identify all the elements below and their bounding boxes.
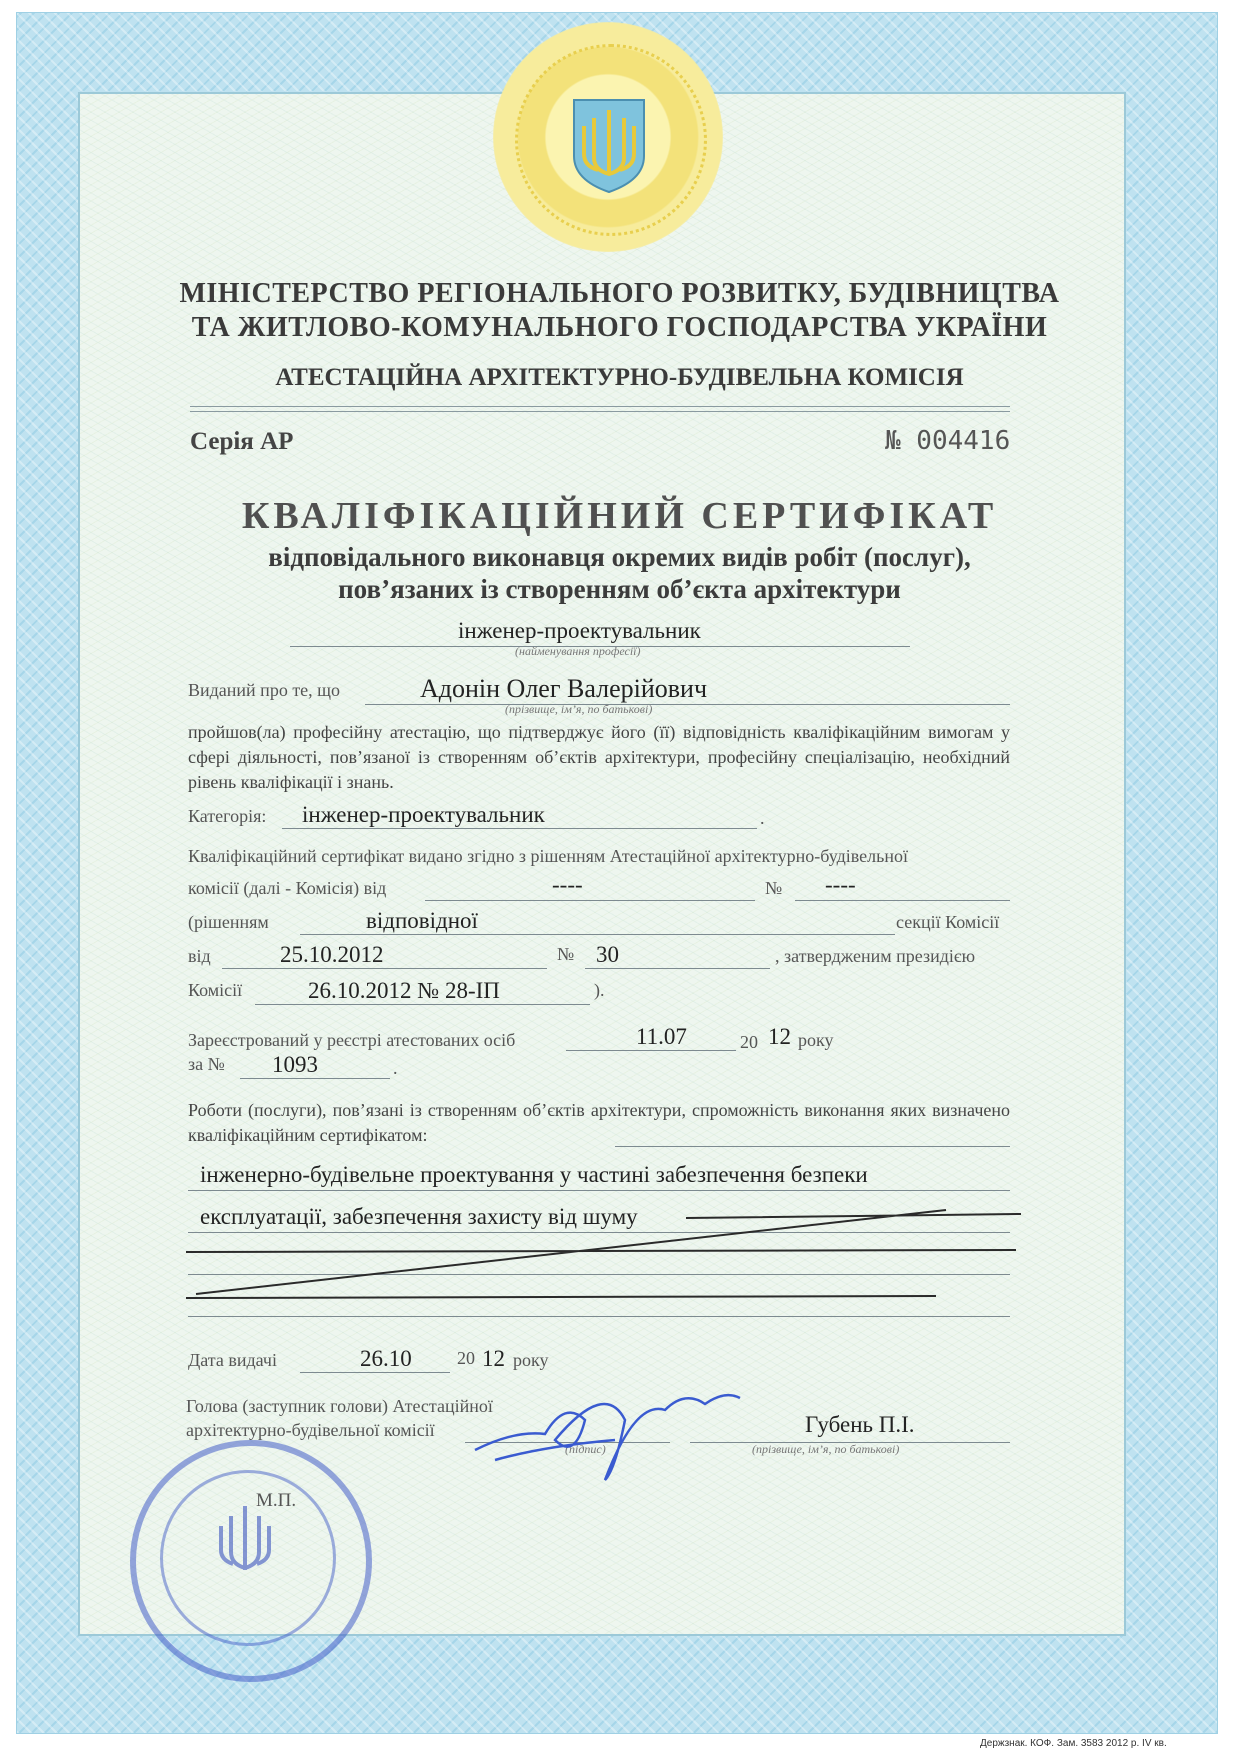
decision-date-line <box>425 900 755 901</box>
head-line-2: архітектурно-будівельної комісії <box>186 1420 435 1440</box>
decision-no-label: № <box>765 878 783 898</box>
profession-value: інженер-проектувальник <box>458 618 701 643</box>
holder-name: Адонін Олег Валерійович <box>420 674 708 703</box>
commission-title: АТЕСТАЦІЙНА АРХІТЕКТУРНО-БУДІВЕЛЬНА КОМІСІЯ <box>275 364 964 391</box>
certificate-number: № 004416 <box>885 426 1011 456</box>
certificate-title: КВАЛІФІКАЦІЙНИЙ СЕРТИФІКАТ <box>241 495 998 537</box>
issue-year-suffix: року <box>513 1350 549 1370</box>
category-line <box>282 828 757 829</box>
section-value: відповідної <box>366 908 478 933</box>
header-divider <box>190 406 1010 412</box>
from-date: 25.10.2012 <box>280 942 384 967</box>
profession-caption: (найменування професії) <box>515 644 641 658</box>
commission-from-label: комісії (далі - Комісія) від <box>188 878 387 898</box>
decision-date-value: ---- <box>552 872 583 897</box>
printer-footnote: Держзнак. КОФ. Зам. 3583 2012 р. IV кв. <box>980 1738 1167 1749</box>
works-label: Роботи (послуги), пов’язані із створенням об’єктів архітектури, спроможність виконання яких визначено кваліфікаційним сертифікатом: <box>188 1100 1010 1145</box>
registry-no-label: за № <box>188 1054 225 1074</box>
commission-label: Комісії <box>188 980 243 1000</box>
registry-dot: . <box>393 1058 398 1078</box>
series-label: Серія АР <box>190 428 294 455</box>
works-line-1: інженерно-будівельне проектування у частині забезпечення безпеки <box>200 1162 868 1187</box>
certificate-subtitle-2: пов’язаних із створенням об’єкта архітектури <box>338 574 901 604</box>
registry-label: Зареєстрований у реєстрі атестованих осіб <box>188 1030 516 1050</box>
issue-year: 12 <box>482 1346 505 1371</box>
works-label-line <box>615 1146 1010 1147</box>
decision-no-value: ---- <box>825 872 856 897</box>
from-label: від <box>188 946 211 966</box>
decision-line-1: Кваліфікаційний сертифікат видано згідно з рішенням Атестаційної архітектурно-будівельної <box>188 846 908 866</box>
registry-no-value: 1093 <box>272 1052 318 1077</box>
commission-line <box>255 1004 590 1005</box>
num-line <box>585 968 770 969</box>
issue-date-value: 26.10 <box>360 1346 412 1371</box>
registry-date-line <box>566 1050 736 1051</box>
approved-text: , затвердженим президією <box>775 946 976 966</box>
decision-close: ). <box>594 980 605 1000</box>
sign-caption: (підпис) <box>565 1442 606 1456</box>
category-value: інженер-проектувальник <box>302 802 545 827</box>
category-dot: . <box>760 808 765 828</box>
issued-to-label: Виданий про те, що <box>188 680 341 700</box>
works-strike-lines <box>186 1196 1026 1326</box>
issue-date-label: Дата видачі <box>188 1350 277 1370</box>
registry-year-prefix: 20 <box>740 1032 758 1052</box>
head-line-1: Голова (заступник голови) Атестаційної <box>186 1396 493 1416</box>
registry-year: 12 <box>768 1024 791 1049</box>
num-value: 30 <box>596 942 619 967</box>
holder-name-caption: (прізвище, ім’я, по батькові) <box>505 702 653 716</box>
registry-year-suffix: року <box>798 1030 834 1050</box>
works-rule-1 <box>188 1190 1010 1191</box>
ukraine-trident-icon <box>570 96 648 194</box>
certificate-subtitle-1: відповідального виконавця окремих видів робіт (послуг), <box>268 542 971 572</box>
signatory-name: Губень П.І. <box>805 1412 915 1437</box>
num-label: № <box>557 944 575 964</box>
from-date-line <box>222 968 547 969</box>
section-suffix: секції Комісії <box>896 912 1000 932</box>
decision-no-line <box>795 900 1010 901</box>
attestation-paragraph: пройшов(ла) професійну атестацію, що підтверджує його (її) відповідність кваліфікаційним вимогам у сфері діяльності, пов’язаної із створенням об’єктів архітектури, професійну спеціалізацію, необхідний рівень кваліфікації і знань. <box>188 722 1010 792</box>
ministry-line-2: ТА ЖИТЛОВО-КОМУНАЛЬНОГО ГОСПОДАРСТВА УКРАЇНИ <box>191 312 1048 343</box>
seal-place-mark: М.П. <box>256 1490 297 1511</box>
registry-date: 11.07 <box>636 1024 687 1049</box>
section-line <box>300 934 895 935</box>
issue-year-prefix: 20 <box>457 1348 475 1368</box>
section-label: (рішенням <box>188 912 269 932</box>
issue-date-line <box>300 1372 450 1373</box>
seal-trident-icon <box>215 1500 275 1580</box>
ministry-line-1: МІНІСТЕРСТВО РЕГІОНАЛЬНОГО РОЗВИТКУ, БУДІВНИЦТВА <box>179 278 1060 309</box>
commission-value: 26.10.2012 № 28-ІП <box>308 978 500 1003</box>
holder-name-line <box>365 704 1010 705</box>
signatory-name-caption: (прізвище, ім’я, по батькові) <box>752 1442 900 1456</box>
registry-no-line <box>240 1078 390 1079</box>
works-line-2: експлуатації, забезпечення захисту від шуму <box>200 1204 638 1229</box>
category-label: Категорія: <box>188 806 267 826</box>
handwritten-signature <box>455 1360 745 1490</box>
